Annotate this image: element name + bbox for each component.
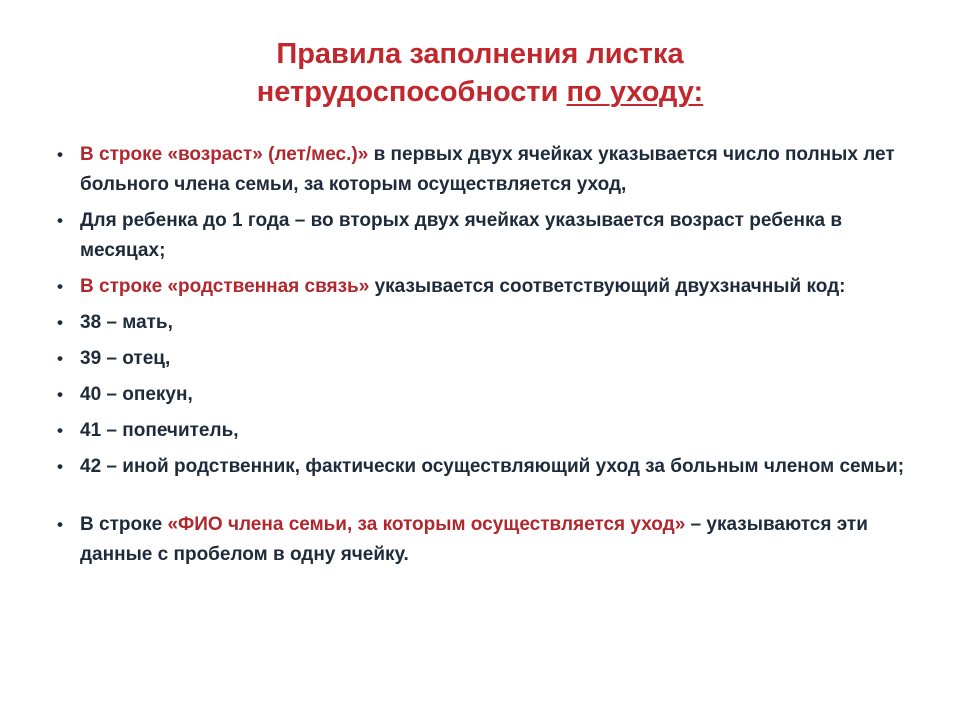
bullet-icon: • [57, 457, 63, 476]
list-item-child-age [57, 206, 917, 266]
list-item-relationship [57, 272, 917, 302]
item-text: 40 – опекун, [80, 384, 193, 405]
item-text: 42 – иной родственник, фактически осуществляющий уход за больным членом семьи; [80, 456, 905, 477]
item-text: 41 – попечитель, [80, 420, 239, 441]
item-lead-text: В строке [80, 514, 168, 535]
item-text: – указываются эти данные с пробелом в одну ячейку. [80, 514, 868, 565]
bullet-icon: • [57, 515, 63, 534]
item-text: указывается соответствующий двухзначный код: [369, 276, 846, 297]
item-text: Для ребенка до 1 года – во вторых двух ячейках указывается возраст ребенка в месяцах; [80, 210, 843, 261]
list-item-code-39 [57, 344, 917, 374]
list-item-code-40 [57, 380, 917, 410]
highlight-text: «ФИО члена семьи, за которым осуществляется уход» [167, 514, 686, 535]
highlight-text: В строке «родственная связь» [80, 276, 370, 297]
bullet-icon: • [57, 277, 63, 296]
title-line-2-text: нетрудоспособности [256, 76, 567, 108]
list-item-code-41 [57, 416, 917, 446]
bullet-icon: • [57, 211, 63, 230]
item-text: 39 – отец, [80, 348, 171, 369]
bullet-icon: • [57, 385, 63, 404]
item-text: в первых двух ячейках указывается число полных лет больного члена семьи, за которым осуществляется уход, [80, 144, 895, 195]
bullet-icon: • [57, 421, 63, 440]
title-underlined-text: по уходу: [566, 76, 704, 108]
bullet-icon: • [57, 145, 63, 164]
title-line-2 [0, 73, 960, 111]
list-item-code-38 [57, 308, 917, 338]
title-line-1: Правила заполнения листка [276, 38, 684, 70]
item-text: 38 – мать, [80, 312, 173, 333]
bullet-icon: • [57, 349, 63, 368]
highlight-text: В строке «возраст» (лет/мес.)» [80, 144, 369, 165]
list-item-age [57, 140, 917, 200]
slide-title [0, 35, 960, 111]
bullet-icon: • [57, 313, 63, 332]
rules-list [57, 140, 917, 576]
list-item-fio [57, 510, 917, 570]
list-item-code-42 [57, 452, 917, 482]
